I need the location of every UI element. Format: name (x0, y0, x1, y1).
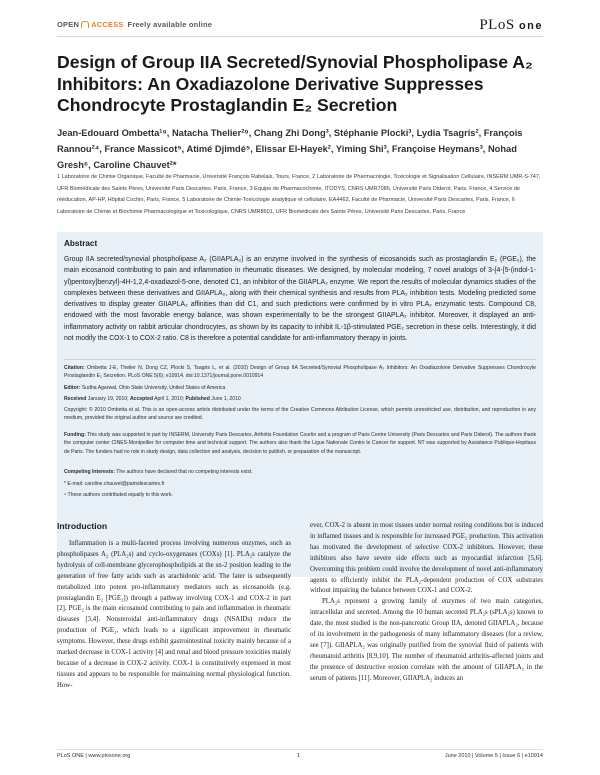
abstract-divider (64, 359, 536, 360)
free-online-label: Freely available online (127, 20, 213, 29)
funding (64, 431, 536, 456)
competing-label: Competing Interests: (64, 469, 115, 475)
citation-text: Ombetta J-E, Thelier N, Dong CZ, Plocki S, Tsagris L, et al. (2010) Design of Group IIA Secreted/Synovial Phospholipase A₂ Inhibitors: An Oxadiazolone Derivative Suppresses Chondrocyte Prostaglandin E₂ Secretion. PLoS ONE 5(6): e10914. doi:10.1371/journal.pone.0010914 (64, 365, 536, 380)
intro-column-right (310, 521, 543, 685)
received-label: Received (64, 396, 87, 402)
funding-label: Funding: (64, 432, 86, 438)
editor-label: Editor: (64, 385, 81, 391)
affiliations: 1 Laboratoire de Chimie Organique, Faculté de Pharmacie, Université François Rabelais, Tours, France, 2 Laboratoire de Pharmacologie, Toxicologie et Signalisation Cellulaire, INSERM UMR-S-747, UFR Biomédicale des Saints Pères, Université Paris Descartes, Paris, France, 3 Equipe de Pharmacochimie, ITODYS, CNRS UMR7086, Université Paris Diderot, Paris, France, 4 Service de rééducation, AP-HP, Hôpital Cochin, Paris, France, 5 Laboratoire de Chimie-Toxicologie analytique et cellulaire, EA4463, Faculté de Pharmacie, Université Paris Descartes, Paris, France, 6 Laboratoire de Chimie et Biochimie Pharmacologique et Toxicologique, CNRS UMR8601, UFR Biomédicale des Saints Pères, Université Paris Descartes, Paris, France (57, 174, 541, 215)
abstract-heading: Abstract (64, 239, 98, 248)
equal-contribution-note: ⁹ These authors contributed equally to this work. (64, 492, 173, 498)
citation-label: Citation: (64, 365, 85, 371)
dates (64, 395, 536, 403)
footer-divider (57, 749, 543, 750)
competing-interests (64, 468, 536, 476)
corresponding-email[interactable]: * E-mail: caroline.chauvet@parisdescartes.fr (64, 481, 165, 487)
author-list: Jean-Edouard Ombetta¹⁹, Natacha Thelier²⁹, Chang Zhi Dong³, Stéphanie Plocki³, Lydia Tsagris², François Rannou²⁴, France Massicot⁵, Atimé Djimdé⁵, Elissar El-Hayek², Yiming Shi³, Françoise Heymans³, Nohad Gresh⁶, Caroline Chauvet²* (57, 128, 523, 170)
copyright: Copyright: © 2010 Ombetta et al. This is an open-access article distributed under the terms of the Creative Commons Attribution License, which permits unrestricted use, distribution, and reproduction in any medium, provided the original author and source are credited. (64, 407, 536, 422)
intro-column-left: Inflammation is a multi-faceted process involving numerous enzymes, such as phospholipases A₂ (PLA₂s) and cyclo-oxygenases (COXs) [1]. PLA₂s catalyze the hydrolysis of cell-membrane glycerophospholipids at the sn-2 position leading to the generation of free fatty acids such as arachidonic acid. The later is subsequently metabolized into potent pro-inflammatory mediators such as eicosanoids (e.g. prostaglandin E₂ [PGE₂]) through a pathway involving COX-1 and COX-2 in part [2]. PGE₂ is the main eicosanoid contributing to pain and inflammation in rheumatic diseases [3,4]. Nonsteroidal anti-inflammatory drugs (NSAIDs) reduce the production of PGE₂, which leads to a significant improvement in rheumatic symptoms. However, these drugs exhibit gastrointestinal toxicity mainly because of a marked decrease in COX-1 activity [4] and renal and blood pressure toxicities mainly because of a decrease in COX-2 activity. COX-1 is constitutively expressed in most tissues and appears to be responsible for maintaining normal physiological function. How- (57, 540, 291, 689)
intro-right-paragraph-1: ever, COX-2 is absent in most tissues under normal resting conditions but is induced in inflamed tissues and is responsible for increased PGE₂ production. This activation has motivated the development of selective COX-2 inhibitors. However, these inhibitors also have severe side effects such as myocardial infarction [5,6]. Overcoming this problem could involve the development of novel anti-inflammatory agents to efficiently inhibit the PLA₂-dependent production of COX substrates without impairing the balance between COX-1 and COX-2. (310, 522, 543, 595)
open-label: OPEN (57, 20, 80, 29)
logo-sub: one (518, 20, 543, 32)
funding-text: This study was supported in part by INSERM, University Paris Descartes, Arthritis Foundation Courtin and a program of Paris Centre University (Paris Descartes and Paris Diderot). The authors thank the computer center CINES-Montpellier for computer time and technical support. The authors also thank the Ligue Nationale Contre le Cancer for support. NT was supported by Assistance Publique-Hopitaux de Paris. The funders had no role in study design, data collection and analysis, decision to publish, or preparation of the manuscript. (64, 432, 536, 455)
accepted-date: April 1, 2010; (154, 396, 185, 402)
access-label: ACCESS (91, 20, 124, 29)
intro-right-paragraph-2: PLA₂s represent a growing family of enzymes of two main categories, intracellular and secreted. Among the 10 human secreted PLA₂s (sPLA₂s) known to date, the most studied is the non-pancreatic Group IIA, denoted GIIAPLA₂, because of its involvement in the pathogenesis of many inflammatory diseases (for a review, see [7]). GIIAPLA₂ was originally purified from the synovial fluid of patients with rheumatoid arthritis [8,9,10]. The number of rheumatoid arthritis-affected joints and the presence of destructive erosion correlate with the amount of GIIAPLA₂ in the serum of patients [11]. Moreover, GIIAPLA₂ induces an (310, 598, 543, 682)
published-date: June 1, 2010 (211, 396, 241, 402)
citation (64, 364, 536, 381)
editor (64, 384, 536, 392)
competing-text: The authors have declared that no competing interests exist. (116, 469, 253, 475)
header-divider (57, 36, 543, 37)
article-title: Design of Group IIA Secreted/Synovial Phospholipase A₂ Inhibitors: An Oxadiazolone Derivative Suppresses Chondrocyte Prostaglandin E₂ Secretion (57, 52, 533, 115)
abstract-text: Group IIA secreted/synovial phospholipase A₂ (GIIAPLA₂) is an enzyme involved in the synthesis of eicosanoids such as prostaglandin E₂ (PGE₂), the main eicosanoid contributing to pain and inflammation in rheumatic diseases. We designed, by molecular modeling, 7 novel analogs of 3-{4-[5-(indol-1-yl)pentoxy]benzyl}-4H-1,2,4-oxadiazol-5-one, denoted C1, an inhibitor of the GIIAPLA₂ enzyme. We report the results of molecular dynamics studies of the complexes between these derivatives and GIIAPLA₂, along with their chemical synthesis and results from PLA₂ inhibition tests. Modeling predicted some derivatives to display greater GIIAPLA₂ affinities than did C1, and such predictions were confirmed by in vitro PLA₂ enzymatic tests. Compound C8, endowed with the most favorable energy balance, was shown experimentally to be the strongest GIIAPLA₂ inhibitor. Moreover, it displayed an anti-inflammatory activity on rabbit articular chondrocytes, as shown by its capacity to inhibit IL-1β-stimulated PGE₂ secretion in these cells. Interestingly, it did not modify the COX-1 to COX-2 ratio. C8 is therefore a potential candidate for anti-inflammatory therapy in joints. (64, 256, 536, 343)
received-date: January 19, 2010; (87, 396, 129, 402)
accepted-label: Accepted (130, 396, 153, 402)
published-label: Published (185, 396, 210, 402)
footer-journal: PLoS ONE | www.plosone.org (57, 753, 131, 759)
open-access-banner (57, 20, 212, 29)
editor-text: Sudha Agarwal, Ohio State University, United States of America (81, 385, 226, 391)
open-lock-icon (81, 21, 89, 28)
footer-issue: June 2010 | Volume 5 | Issue 6 | e10914 (444, 753, 543, 759)
introduction-heading: Introduction (57, 521, 108, 531)
footer-page-number: 1 (297, 753, 301, 759)
logo-main: PLoS (479, 17, 515, 33)
plos-one-logo (479, 17, 543, 34)
